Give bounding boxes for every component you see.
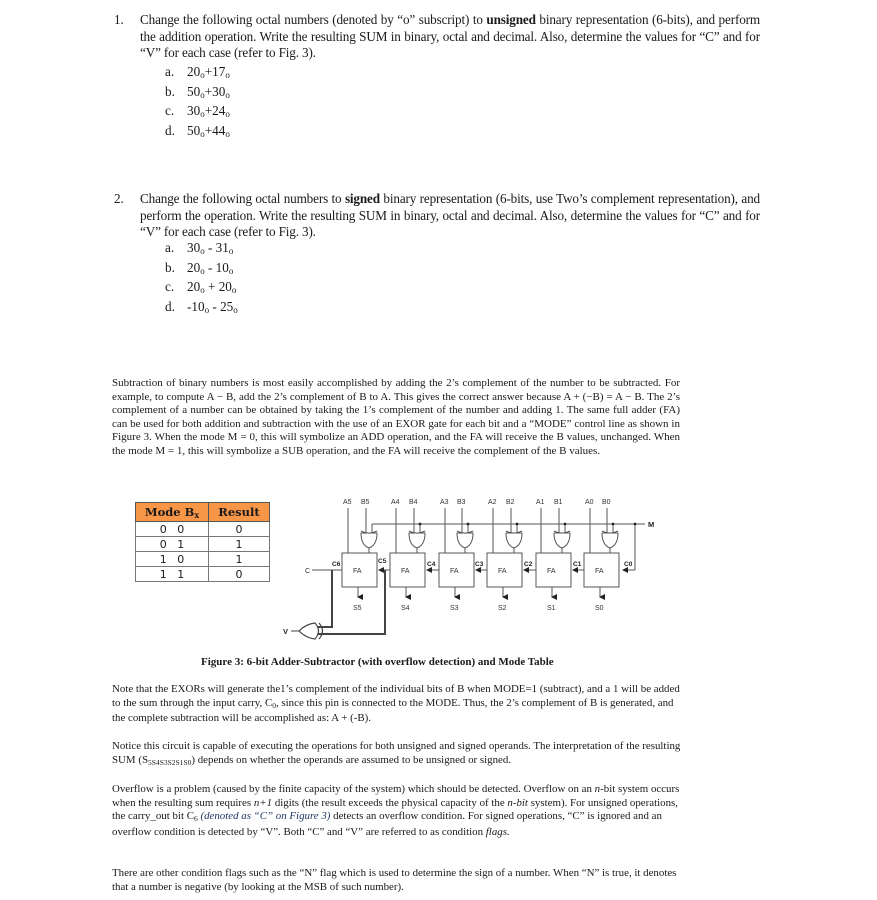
carry-c2: C2 [524,561,533,568]
input-b0: B0 [602,499,611,506]
input-a3: A3 [440,499,449,506]
sum-s2: S2 [498,605,507,612]
svg-text:FA: FA [547,568,556,575]
list-item: d. -10o - 25o [165,298,238,315]
sum-s3: S3 [450,605,459,612]
overflow-label: V [283,627,289,636]
list-item: a. 20o+17o [165,64,230,80]
list-item: b. 20o - 10o [165,259,234,276]
input-b1: B1 [554,499,563,506]
sum-s5: S5 [353,605,362,612]
table-row: 0 0 0 [136,522,270,537]
question-2-number: 2. [114,191,124,206]
question-2-text: Change the following octal numbers to signed binary representation (6-bits, use Two’s complement representation), and perform the operation. Write the resulting SUM in binary, octal and decimal. Also, determine the values for “C” and for “V” for each case (refer to Fig. 3). [140,191,760,239]
carry-c4: C4 [427,561,436,568]
input-b3: B3 [457,499,466,506]
carry-c5: C5 [378,558,387,565]
list-item: c. 20o + 20o [165,279,237,295]
intro-paragraph: Subtraction of binary numbers is most easily accomplished by adding the 2’s complement of the number to be subtracted. For example, to compute A − B, add the 2’s complement of B to A. This gives the correct answer because A + (−B) = A − B. The 2’s complement of a number can be obtained by taking the 1’s complement of the number and adding 1. The same full adder (FA) can be used for both addition and subtraction with the use of an EXOR gate for each bit and a “MODE” control line as shown in Figure 3. When the mode M = 0, this will symbolize an ADD operation, and the FA will receive the B values, unchanged. When the mode M = 1, this will symbolize a SUB operation, and the FA will receive the complement of the B values. [112,377,680,457]
flags-paragraph: There are other condition flags such as the “N” flag which is used to determine the sign of a number. When “N” is true, it denotes that a number is negative (by looking at the MSB of such number). [112,867,677,893]
carry-c0: C0 [624,561,633,568]
sum-s0: S0 [595,605,604,612]
question-1-number: 1. [114,12,124,27]
svg-text:FA: FA [401,568,410,575]
carry-c6: C6 [332,561,341,568]
table-row: 0 1 1 [136,537,270,552]
result-column-header: Result [209,503,270,522]
figure-caption: Figure 3: 6-bit Adder-Subtractor (with overflow detection) and Mode Table [201,656,554,668]
carry-c1: C1 [573,561,582,568]
list-item: c. 30o+24o [165,103,230,119]
sum-s4: S4 [401,605,410,612]
input-b4: B4 [409,499,418,506]
carry-c3: C3 [475,561,484,568]
note-paragraph: Note that the EXORs will generate the1’s complement of the individual bits of B when MODE=1 (subtract), and a 1 will be added to the sum through the input carry, C0, since this pin is connected to the MODE. Thus, the 2’s complement of B is generated, and the complete subtraction will be accomplished as: A + (-B). [112,683,680,724]
input-a0: A0 [585,499,594,506]
input-b5: B5 [361,499,370,506]
overflow-paragraph: Overflow is a problem (caused by the finite capacity of the system) which should be detected. Overflow on an n-bit system occurs when the resulting sum requires n+1 digits (the result exceeds the physical capacity of the n-bit system). For unsigned operations, the carry_out bit C6 (denoted as “C” on Figure 3) detects an overflow condition. For signed operations, “C” is ignored and an overflow condition is detected by “V”. Both “C” and “V” are referred to as condition flags. [112,783,680,838]
mode-column-header: Mode Bx [136,503,209,522]
input-a2: A2 [488,499,497,506]
table-row: 1 0 1 [136,552,270,567]
svg-text:FA: FA [353,568,362,575]
list-item: a. 30o - 31o [165,240,234,256]
list-item: b. 50o+30o [165,83,230,100]
question-1-text: Change the following octal numbers (denoted by “o” subscript) to unsigned binary representation (6-bits), and perform the addition operation. Write the resulting SUM in binary, octal and decimal. Also, determine the values for “C” and for “V” for each case (refer to Fig. 3). [140,12,760,60]
table-row: 1 1 0 [136,567,270,582]
input-b2: B2 [506,499,515,506]
input-a5: A5 [343,499,352,506]
svg-text:FA: FA [498,568,507,575]
mode-label: M [648,520,655,529]
svg-text:FA: FA [595,568,604,575]
notice-paragraph: Notice this circuit is capable of executing the operations for both unsigned and signed operands. The interpretation of the resulting SUM (S5S4S3S2S1S0) depends on whether the operands are assumed to be unsigned or signed. [112,740,681,767]
sum-s1: S1 [547,605,556,612]
list-item: d. 50o+44o [165,122,230,139]
svg-text:FA: FA [450,568,459,575]
input-a1: A1 [536,499,545,506]
carry-out-label: C [305,568,311,575]
input-a4: A4 [391,499,400,506]
